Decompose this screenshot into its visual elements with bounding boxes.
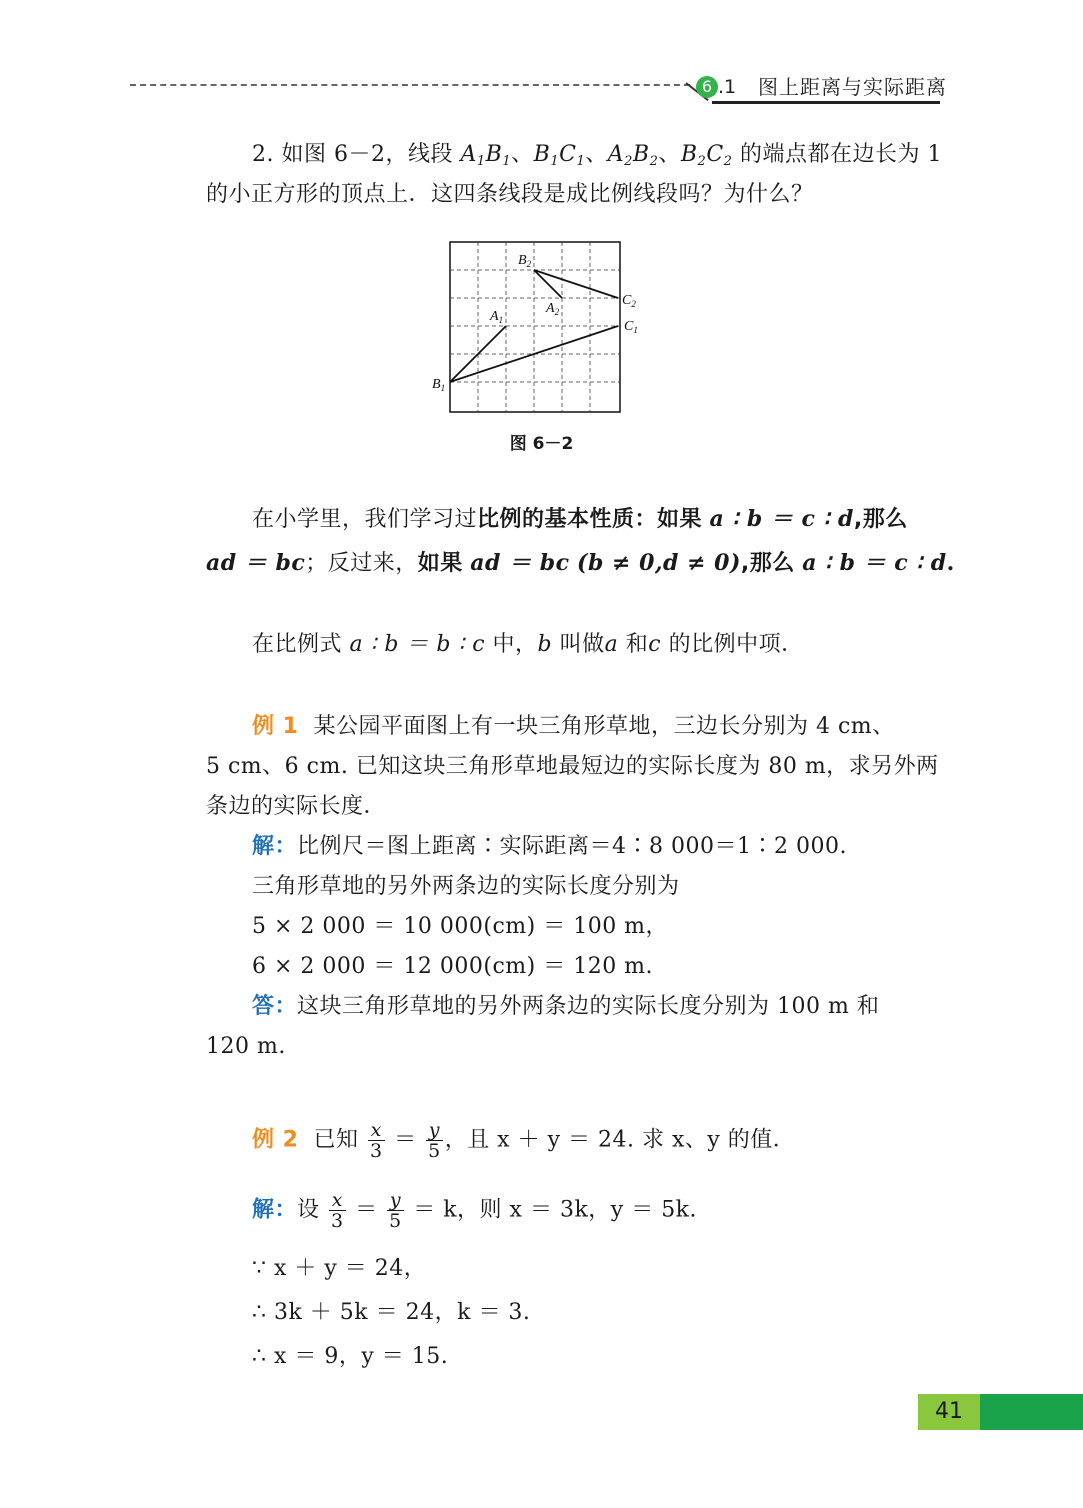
problem-2-line-2: 的小正方形的顶点上．这四条线段是成比例线段吗？为什么？ <box>206 182 814 207</box>
section-title: 图上距离与实际距离 <box>758 75 947 99</box>
solution-label-2: 解： <box>252 1197 298 1223</box>
example-1-solution-line-1: 解：比例尺＝图上距离∶实际距离＝4∶8 000＝1∶2 000. <box>252 834 847 859</box>
figure-6-2-grid <box>420 236 650 422</box>
label-c2: $C_2$ <box>622 293 636 309</box>
problem-number: 2. <box>252 142 274 167</box>
fraction-x-over-3-solution: $\frac{x}{3}$ <box>331 1189 344 1232</box>
example-1-answer-line-2: 120 m. <box>206 1034 286 1059</box>
chapter-number-badge: 6 <box>696 76 718 98</box>
solution-label: 解： <box>252 834 298 859</box>
page-number-bar <box>980 1394 1083 1430</box>
header-underline <box>712 101 940 104</box>
example-2-step-1: ∵ x ＋ y ＝ 24， <box>252 1256 427 1281</box>
answer-label: 答： <box>252 994 298 1019</box>
property-line-1: 在小学里，我们学习过比例的基本性质：如果 a ∶ b ＝ c ∶ d,那么 <box>252 506 908 532</box>
example-1-line-2: 5 cm、6 cm. 已知这块三角形草地最短边的实际长度为 80 m，求另外两 <box>206 754 939 779</box>
example-1-solution-line-2: 三角形草地的另外两条边的实际长度分别为 <box>252 874 680 899</box>
segment-b2c2 <box>534 270 618 298</box>
label-c1: $C_1$ <box>624 319 638 335</box>
example-2-label: 例 2 <box>252 1127 299 1153</box>
problem-2-line-1: 2. 如图 6－2，线段 $A_1B_1$、$B_1C_1$、$A_2B_2$、$B_2C_2$ 的端点都在边长为 1 <box>252 142 942 169</box>
example-2-step-2: ∴ 3k ＋ 5k ＝ 24，k ＝ 3. <box>252 1300 531 1325</box>
header-dashed-rule <box>130 84 690 86</box>
fraction-x-over-3: $\frac{x}{3}$ <box>369 1119 383 1162</box>
example-1-line-3: 条边的实际长度． <box>206 794 387 819</box>
example-1-label: 例 1 <box>252 714 299 739</box>
problem-intro: 如图 6－2，线段 <box>281 142 453 167</box>
example-1-line-1: 例 1 某公园平面图上有一块三角形草地，三边长分别为 4 cm、 <box>252 714 895 739</box>
mean-proportional-line: 在比例式 a ∶ b ＝ b ∶ c 中，b 叫做a 和c 的比例中项． <box>252 632 804 657</box>
example-2-step-3: ∴ x ＝ 9，y ＝ 15. <box>252 1344 449 1369</box>
problem-intro-tail: 的端点都在边长为 1 <box>739 142 942 167</box>
example-1-answer-line-1: 答：这块三角形草地的另外两条边的实际长度分别为 100 m 和 <box>252 994 880 1019</box>
example-1-solution-line-3: 5 × 2 000 ＝ 10 000(cm) ＝ 100 m， <box>252 914 669 939</box>
fraction-y-over-5-solution: $\frac{y}{5}$ <box>389 1189 402 1232</box>
example-2-solution-line-1: 解：设 $\frac{x}{3}$ ＝ $\frac{y}{5}$ ＝ k，则 x ＝ 3k，y ＝ 5k. <box>252 1189 698 1232</box>
page-number: 41 <box>918 1394 980 1430</box>
label-b2: $B_2$ <box>518 253 532 269</box>
property-line-2: ad ＝ bc；反过来，如果 ad ＝ bc (b ≠ 0,d ≠ 0),那么 a ∶ b ＝ c ∶ d. <box>206 550 955 576</box>
section-number-suffix: .1 <box>718 76 737 98</box>
fraction-y-over-5: $\frac{y}{5}$ <box>428 1119 441 1162</box>
label-b1: $B_1$ <box>432 377 446 393</box>
label-a2: $A_2$ <box>546 301 560 317</box>
example-2-line-1: 例 2 已知 $\frac{x}{3}$ ＝ $\frac{y}{5}$ ，且 x ＋ y ＝ 24. 求 x、y 的值． <box>252 1119 796 1162</box>
label-a1: $A_1$ <box>490 309 504 325</box>
example-1-solution-line-4: 6 × 2 000 ＝ 12 000(cm) ＝ 120 m. <box>252 954 654 979</box>
figure-caption: 图 6－2 <box>509 434 574 454</box>
